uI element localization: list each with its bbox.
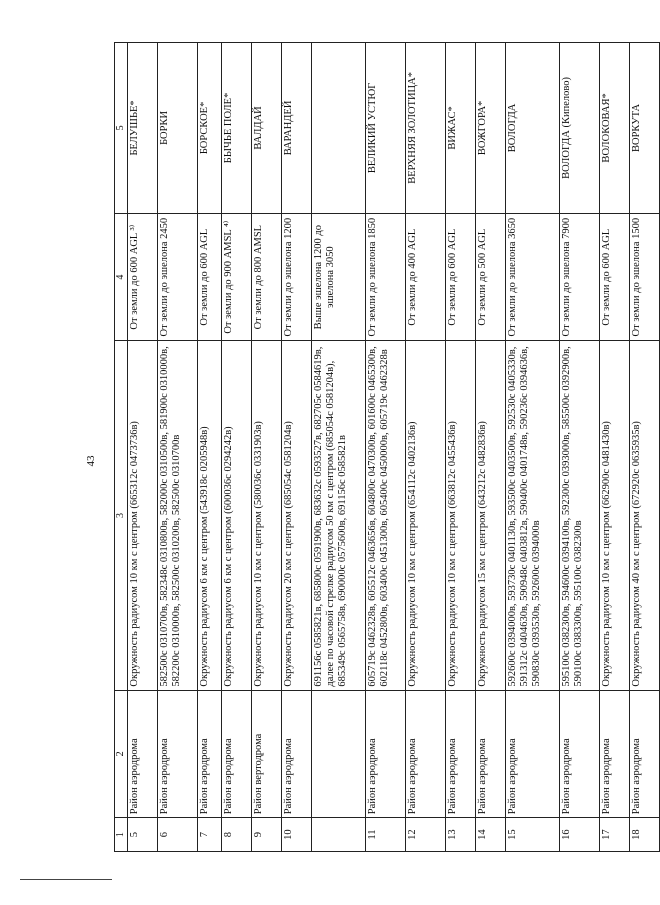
table-row	[157, 43, 197, 852]
table-row	[221, 43, 251, 852]
boundary-description-cell: Окружность радиусом 6 км с центром (543918с 0205948в)	[197, 341, 221, 690]
zone-type-cell: Район аэродрома	[445, 690, 475, 818]
aerodrome-name-cell: ВОЛОГДА (Кипелово)	[559, 43, 599, 214]
aerodrome-name-cell: ВОЛОГДА	[505, 43, 559, 214]
altitude-limits-cell: От земли до эшелона 3650	[505, 213, 559, 341]
row-number-cell: 9	[251, 818, 281, 852]
zone-type-cell: Район аэродрома	[505, 690, 559, 818]
table-row	[311, 43, 365, 852]
altitude-limits-cell: От земли до 800 AMSL	[251, 213, 281, 341]
header-cell: 3	[115, 341, 128, 690]
row-number-cell: 13	[445, 818, 475, 852]
zone-type-cell: Район аэродрома	[157, 690, 197, 818]
aerodrome-name-cell: БОРСКОЕ*	[197, 43, 221, 214]
boundary-description-cell: Окружность радиусом 6 км с центром (600036с 0294242в)	[221, 341, 251, 690]
boundary-description-cell: Окружность радиусом 40 км с центром (672920с 0635935в)	[629, 341, 659, 690]
header-cell: 4	[115, 213, 128, 341]
altitude-limits-cell: От земли до 900 AMSL ⁴⁾	[221, 213, 251, 341]
boundary-description-cell: 691156с 0585821в, 685800с 0591900в, 683632с 0593527в, 682705с 0584619в, далее по часовой стрелке радиусом 50 км с центром (685054с 0581204в), 685349с 0565758в, 690000с 0575600в, 691156с 0585821в	[311, 341, 365, 690]
zone-type-cell: Район аэродрома	[127, 690, 157, 818]
page-number: 43	[85, 455, 97, 467]
table-row	[505, 43, 559, 852]
table-row	[281, 43, 311, 852]
altitude-limits-cell: От земли до эшелона 1850	[365, 213, 405, 341]
aerodrome-name-cell: ВОРКУТА	[629, 43, 659, 214]
row-number-cell: 18	[629, 818, 659, 852]
boundary-description-cell: Окружность радиусом 10 км с центром (665312с 0473736в)	[127, 341, 157, 690]
altitude-limits-cell: От земли до эшелона 1500	[629, 213, 659, 341]
header-cell: 5	[115, 43, 128, 214]
boundary-description-cell: Окружность радиусом 10 км с центром (663812с 0455436в)	[445, 341, 475, 690]
row-number-cell	[311, 818, 365, 852]
altitude-limits-cell: От земли до эшелона 7900	[559, 213, 599, 341]
table-row	[127, 43, 157, 852]
row-number-cell: 6	[157, 818, 197, 852]
table-row	[365, 43, 405, 852]
boundary-description-cell: Окружность радиусом 15 км с центром (643212с 0482836в)	[475, 341, 505, 690]
table-row	[629, 43, 659, 852]
row-number-cell: 10	[281, 818, 311, 852]
boundary-description-cell: Окружность радиусом 10 км с центром (654112с 0402136в)	[405, 341, 445, 690]
boundary-description-cell: 595100с 0382300в, 594600с 0394100в, 592300с 0393000в, 585500с 0392900в, 590100с 0383300в, 595100с 0382300в	[559, 341, 599, 690]
altitude-limits-cell: От земли до 500 AGL	[475, 213, 505, 341]
row-number-cell: 16	[559, 818, 599, 852]
zone-type-cell: Район аэродрома	[405, 690, 445, 818]
boundary-description-cell: 592600с 0394000в, 593730с 0401130в, 593500с 0403500в, 592530с 0405330в, 591312с 0404630в, 590948с 0403812в, 590400с 0401748в, 590236с 0394636в, 590830с 0393530в, 592600с 0394000в	[505, 341, 559, 690]
boundary-description-cell: 605719с 0462328в, 605512с 0463656в, 604800с 0470300в, 601600с 0465300в, 602118с 0452800в, 603400с 0451300в, 605400с 0450000в, 605719с 0462328в	[365, 341, 405, 690]
airspace-table-container	[114, 42, 642, 852]
zone-type-cell: Район аэродрома	[599, 690, 629, 818]
zone-type-cell: Район вертодрома	[251, 690, 281, 818]
zone-type-cell: Район аэродрома	[559, 690, 599, 818]
altitude-limits-cell: От земли до 600 AGL	[197, 213, 221, 341]
zone-type-cell: Район аэродрома	[365, 690, 405, 818]
aerodrome-name-cell	[311, 43, 365, 214]
altitude-limits-cell: От земли до 400 AGL	[405, 213, 445, 341]
aerodrome-name-cell: БОРКИ	[157, 43, 197, 214]
row-number-cell: 7	[197, 818, 221, 852]
header-cell: 2	[115, 690, 128, 818]
zone-type-cell: Район аэродрома	[629, 690, 659, 818]
table-row	[251, 43, 281, 852]
aerodrome-name-cell: ВОЛОКОВАЯ*	[599, 43, 629, 214]
altitude-limits-cell: От земли до 600 AGL ³⁾	[127, 213, 157, 341]
aerodrome-name-cell: ВОЖГОРА*	[475, 43, 505, 214]
aerodrome-name-cell: БЫЧЬЕ ПОЛЕ*	[221, 43, 251, 214]
footnote-divider	[20, 879, 112, 880]
zone-type-cell: Район аэродрома	[281, 690, 311, 818]
table-row	[405, 43, 445, 852]
aerodrome-name-cell: ВАРАНДЕЙ	[281, 43, 311, 214]
header-row	[115, 43, 128, 852]
boundary-description-cell: 582500с 0310700в, 582348с 0310800в, 582000с 0310500в, 581900с 0310000в, 582200с 0310000в, 582500с 0310200в, 582500с 0310700в	[157, 341, 197, 690]
table-row	[445, 43, 475, 852]
aerodrome-name-cell: БЕЛУШЬЕ*	[127, 43, 157, 214]
row-number-cell: 11	[365, 818, 405, 852]
altitude-limits-cell: От земли до эшелона 1200	[281, 213, 311, 341]
row-number-cell: 12	[405, 818, 445, 852]
boundary-description-cell: Окружность радиусом 10 км с центром (580036с 0331903в)	[251, 341, 281, 690]
row-number-cell: 8	[221, 818, 251, 852]
aerodrome-name-cell: ВАЛДАЙ	[251, 43, 281, 214]
zone-type-cell: Район аэродрома	[197, 690, 221, 818]
aerodrome-name-cell: ВЕРХНЯЯ ЗОЛОТИЦА*	[405, 43, 445, 214]
boundary-description-cell: Окружность радиусом 20 км с центром (685054с 0581204в)	[281, 341, 311, 690]
altitude-limits-cell: От земли до 600 AGL	[599, 213, 629, 341]
zone-type-cell: Район аэродрома	[475, 690, 505, 818]
table-row	[559, 43, 599, 852]
row-number-cell: 5	[127, 818, 157, 852]
row-number-cell: 17	[599, 818, 629, 852]
aerodrome-name-cell: ВЕЛИКИЙ УСТЮГ	[365, 43, 405, 214]
boundary-description-cell: Окружность радиусом 10 км с центром (662900с 0481430в)	[599, 341, 629, 690]
table-row	[197, 43, 221, 852]
airspace-table	[114, 42, 660, 852]
zone-type-cell	[311, 690, 365, 818]
header-cell: 1	[115, 818, 128, 852]
table-row	[599, 43, 629, 852]
altitude-limits-cell: Выше эшелона 1200 до эшелона 3050	[311, 213, 365, 341]
row-number-cell: 15	[505, 818, 559, 852]
aerodrome-name-cell: ВИЖАС*	[445, 43, 475, 214]
row-number-cell: 14	[475, 818, 505, 852]
altitude-limits-cell: От земли до 600 AGL	[445, 213, 475, 341]
altitude-limits-cell: От земли до эшелона 2450	[157, 213, 197, 341]
zone-type-cell: Район аэродрома	[221, 690, 251, 818]
table-row	[475, 43, 505, 852]
